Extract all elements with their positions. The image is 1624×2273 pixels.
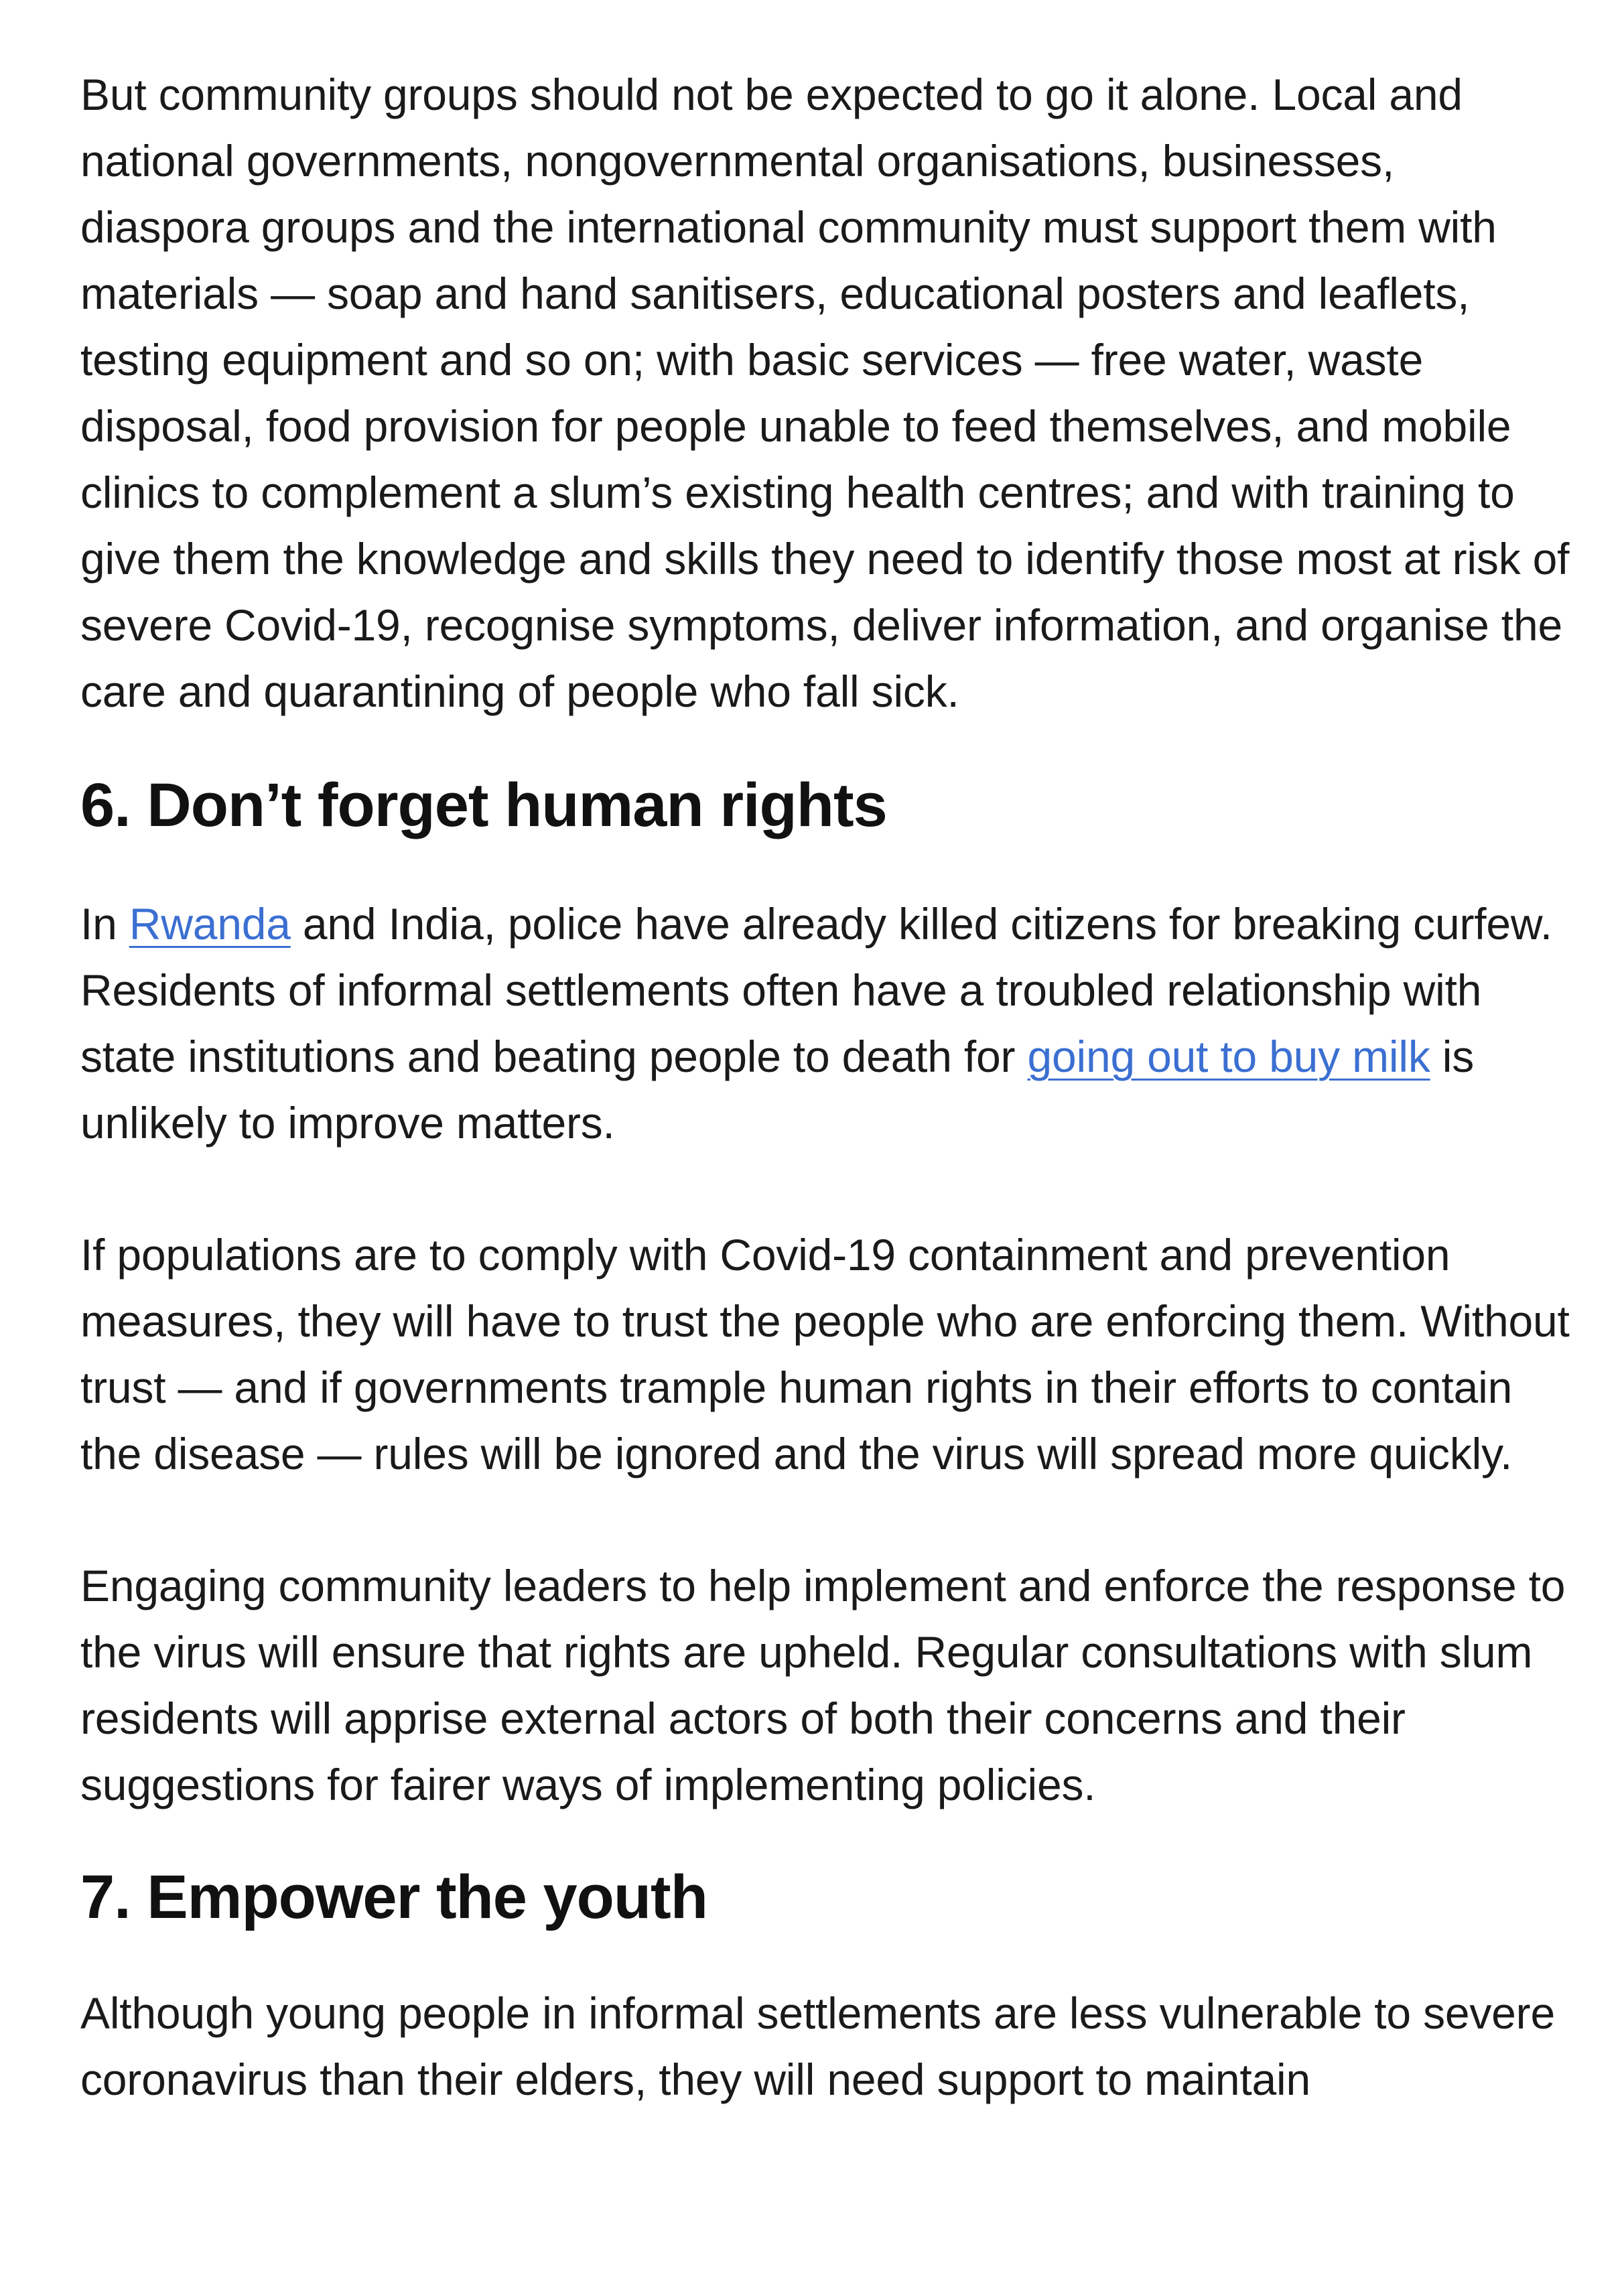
paragraph-text: is unlikely to improve matters. [80,1032,1475,1148]
link-rwanda[interactable]: Rwanda [129,899,291,949]
link-going-out-to-buy-milk[interactable]: going out to buy milk [1027,1032,1430,1081]
paragraph-community-leaders: Engaging community leaders to help implement and enforce the response to the virus will ensure that rights are upheld. Regular consultations with slum residents will apprise external actors of both their concerns and their suggestions for fairer ways of implementing policies. [80,1561,1566,1809]
paragraph-text: In [80,899,129,949]
article-body [80,62,1574,2113]
paragraph-young-people: Although young people in informal settlements are less vulnerable to severe coronavirus than their elders, they will need support to maintain [80,1988,1555,2104]
section-heading-human-rights: 6. Don’t forget human rights [80,771,887,839]
section-heading-empower-youth: 7. Empower the youth [80,1863,707,1931]
paragraph-text: and India, police have already killed citizens for breaking curfew. Residents of informal settlements often have a troubled relationship with state institutions and beating people to death for [80,899,1552,1081]
paragraph-police-violence [80,891,1574,1156]
paragraph-community-support: But community groups should not be expected to go it alone. Local and national governments, nongovernmental organisations, businesses, diaspora groups and the international community must support them with materials — soap and hand sanitisers, educational posters and leaflets, testing equipment and so on; with basic services — free water, waste disposal, food provision for people unable to feed themselves, and mobile clinics to complement a slum’s existing health centres; and with training to give them the knowledge and skills they need to identify those most at risk of severe Covid-19, recognise symptoms, deliver information, and organise the care and quarantining of people who fall sick. [80,70,1570,716]
paragraph-trust: If populations are to comply with Covid-19 containment and prevention measures, they will have to trust the people who are enforcing them. Without trust — and if governments trample human rights in their efforts to contain the disease — rules will be ignored and the virus will spread more quickly. [80,1230,1570,1478]
